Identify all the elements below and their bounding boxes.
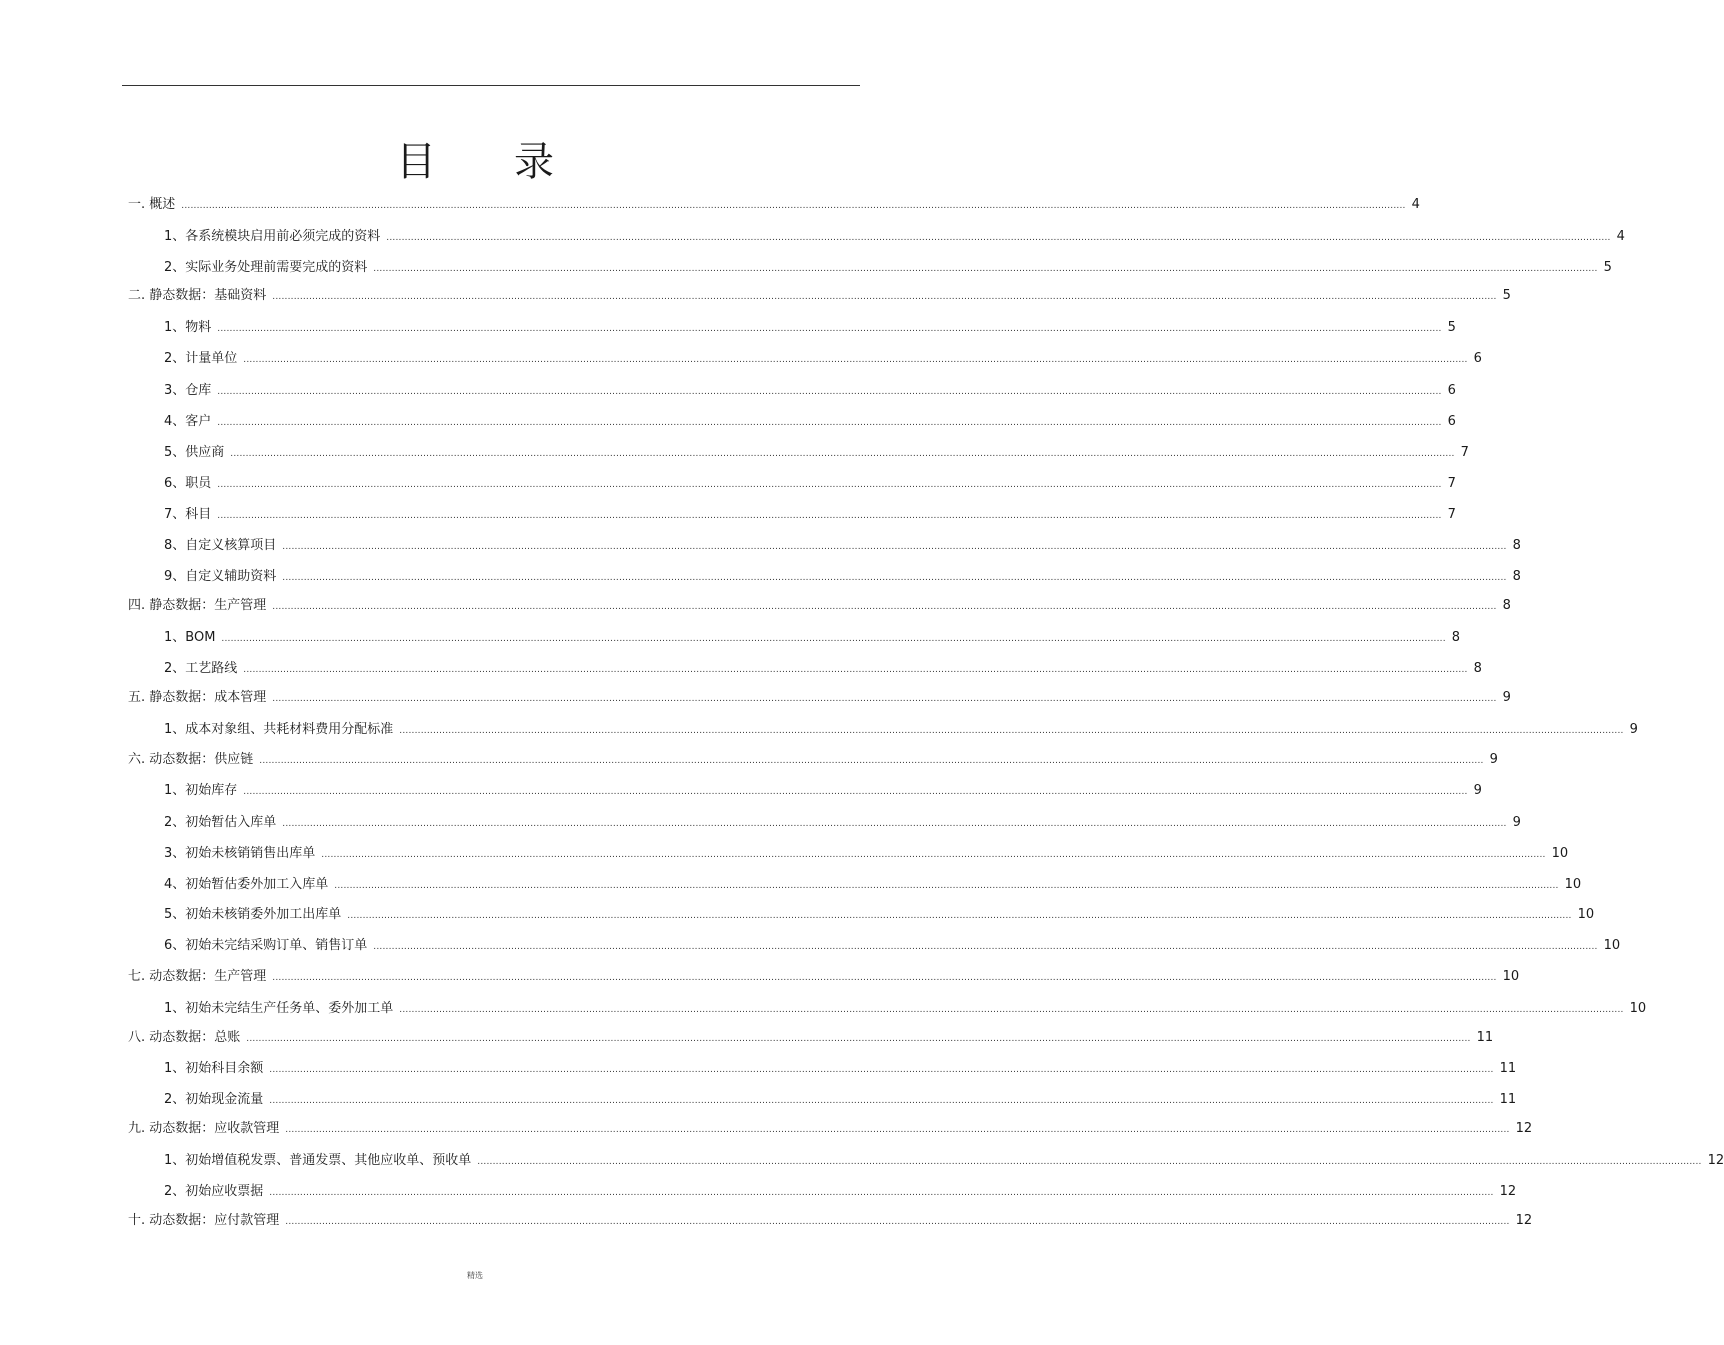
toc-entry[interactable] [164,629,1461,647]
toc-leader-dots: ................................................................................................................................................................................................................................................................................................................................................................................................................ [282,573,1507,583]
toc-leader-dots: ................................................................................................................................................................................................................................................................................................................................................................................................................ [243,665,1468,675]
toc-entry-label: 1、成本对象组、共耗材料费用分配标准 [164,722,394,737]
toc-entry-label: 1、初始库存 [164,783,238,798]
toc-entry-page: 10 [1502,969,1520,984]
toc-leader-dots: ................................................................................................................................................................................................................................................................................................................................................................................................................ [477,1157,1702,1167]
toc-entry-page: 10 [1551,846,1569,861]
toc-entry-page: 12 [1515,1121,1533,1136]
page-title [0,130,950,187]
toc-leader-dots: ................................................................................................................................................................................................................................................................................................................................................................................................................ [259,756,1484,766]
title-char-right: 录 [514,139,554,185]
toc-entry-label: 6、初始未完结采购订单、销售订单 [164,938,368,953]
toc-leader-dots: ................................................................................................................................................................................................................................................................................................................................................................................................................ [285,1217,1510,1227]
toc-entry[interactable] [128,1029,1494,1047]
toc-entry-page: 10 [1577,907,1595,922]
toc-leader-dots: ................................................................................................................................................................................................................................................................................................................................................................................................................ [217,418,1442,428]
title-char-left: 目 [396,139,436,185]
toc-entry-label: 5、初始未核销委外加工出库单 [164,907,342,922]
toc-entry[interactable] [164,319,1456,337]
toc-entry[interactable] [164,475,1456,493]
toc-entry-label: 2、初始暂估入库单 [164,815,277,830]
toc-leader-dots: ................................................................................................................................................................................................................................................................................................................................................................................................................ [217,511,1442,521]
toc-entry-page: 7 [1447,476,1456,491]
toc-entry-label: 二. 静态数据：基础资料 [128,288,267,303]
toc-entry[interactable] [164,906,1595,924]
toc-leader-dots: ................................................................................................................................................................................................................................................................................................................................................................................................................ [272,694,1497,704]
toc-leader-dots: ................................................................................................................................................................................................................................................................................................................................................................................................................ [269,1188,1494,1198]
toc-entry-label: 3、仓库 [164,383,212,398]
toc-entry[interactable] [164,814,1521,832]
toc-entry-page: 9 [1512,815,1521,830]
toc-entry-label: 六. 动态数据：供应链 [128,752,254,767]
toc-leader-dots: ................................................................................................................................................................................................................................................................................................................................................................................................................ [269,1065,1494,1075]
toc-entry[interactable] [128,196,1420,214]
page-footer: 精选 [467,1271,483,1280]
toc-entry-label: 五. 静态数据：成本管理 [128,690,267,705]
toc-entry-label: 7、科目 [164,507,212,522]
toc-leader-dots: ................................................................................................................................................................................................................................................................................................................................................................................................................ [243,787,1468,797]
toc-leader-dots: ................................................................................................................................................................................................................................................................................................................................................................................................................ [347,911,1572,921]
toc-entry-page: 9 [1473,783,1482,798]
toc-leader-dots: ................................................................................................................................................................................................................................................................................................................................................................................................................ [386,233,1611,243]
toc-entry-label: 1、初始未完结生产任务单、委外加工单 [164,1001,394,1016]
toc-entry-label: 1、初始增值税发票、普通发票、其他应收单、预收单 [164,1153,472,1168]
toc-entry[interactable] [128,287,1511,305]
toc-entry-page: 7 [1460,445,1469,460]
toc-entry-page: 8 [1451,630,1461,645]
toc-entry-page: 9 [1502,690,1511,705]
toc-entry-page: 8 [1512,569,1521,584]
toc-leader-dots: ................................................................................................................................................................................................................................................................................................................................................................................................................ [181,201,1406,211]
toc-leader-dots: ................................................................................................................................................................................................................................................................................................................................................................................................................ [217,480,1442,490]
toc-entry[interactable] [128,751,1498,769]
toc-entry-label: 2、初始现金流量 [164,1092,264,1107]
toc-entry-page: 4 [1616,229,1625,244]
toc-entry-label: 2、实际业务处理前需要完成的资料 [164,260,368,275]
toc-entry[interactable] [164,506,1456,524]
toc-entry-page: 10 [1629,1001,1647,1016]
toc-entry-page: 8 [1502,598,1511,613]
toc-leader-dots: ................................................................................................................................................................................................................................................................................................................................................................................................................ [334,881,1559,891]
toc-entry-page: 5 [1502,288,1511,303]
toc-leader-dots: ................................................................................................................................................................................................................................................................................................................................................................................................................ [321,850,1546,860]
toc-entry[interactable] [164,1060,1517,1078]
toc-entry-label: 1、各系统模块启用前必须完成的资料 [164,229,381,244]
toc-entry-page: 8 [1473,661,1482,676]
toc-entry-page: 6 [1473,351,1482,366]
toc-entry-label: 一. 概述 [128,197,176,212]
toc-entry-label: 七. 动态数据：生产管理 [128,969,267,984]
toc-entry-label: 2、工艺路线 [164,661,238,676]
toc-leader-dots: ................................................................................................................................................................................................................................................................................................................................................................................................................ [269,1096,1494,1106]
toc-entry-label: 九. 动态数据：应收款管理 [128,1121,280,1136]
toc-entry-label: 2、初始应收票据 [164,1184,264,1199]
toc-leader-dots: ................................................................................................................................................................................................................................................................................................................................................................................................................ [272,602,1497,612]
toc-entry-page: 7 [1447,507,1456,522]
toc-leader-dots: ................................................................................................................................................................................................................................................................................................................................................................................................................ [282,542,1507,552]
toc-entry[interactable] [128,1120,1533,1138]
toc-entry[interactable] [164,721,1638,739]
toc-entry-label: 1、初始科目余额 [164,1061,264,1076]
toc-entry[interactable] [164,568,1521,586]
toc-entry-label: 八. 动态数据：总账 [128,1030,241,1045]
toc-entry-page: 5 [1603,260,1612,275]
toc-leader-dots: ................................................................................................................................................................................................................................................................................................................................................................................................................ [217,324,1442,334]
toc-entry-page: 9 [1629,722,1638,737]
toc-entry-label: 4、客户 [164,414,212,429]
toc-leader-dots: ................................................................................................................................................................................................................................................................................................................................................................................................................ [285,1125,1510,1135]
toc-entry[interactable] [164,1183,1517,1201]
toc-entry-page: 4 [1411,197,1420,212]
toc-entry[interactable] [164,228,1625,246]
toc-entry-label: 2、计量单位 [164,351,238,366]
toc-entry-page: 10 [1564,877,1582,892]
toc-entry-page: 12 [1707,1153,1724,1168]
toc-leader-dots: ................................................................................................................................................................................................................................................................................................................................................................................................................ [373,942,1598,952]
header-rule [122,85,860,86]
toc-entry-label: 四. 静态数据：生产管理 [128,598,267,613]
toc-entry-page: 11 [1499,1092,1517,1107]
toc-entry[interactable] [164,660,1482,678]
toc-entry-page: 10 [1603,938,1621,953]
toc-entry[interactable] [164,1152,1724,1170]
toc-entry[interactable] [164,350,1482,368]
toc-entry-label: 4、初始暂估委外加工入库单 [164,877,329,892]
toc-leader-dots: ................................................................................................................................................................................................................................................................................................................................................................................................................ [399,726,1624,736]
toc-entry-label: 3、初始未核销销售出库单 [164,846,316,861]
toc-entry-page: 5 [1447,320,1456,335]
toc-entry-page: 12 [1499,1184,1517,1199]
toc-entry-label: 9、自定义辅助资料 [164,569,277,584]
toc-entry[interactable] [164,444,1469,462]
toc-entry[interactable] [128,689,1511,707]
toc-leader-dots: ................................................................................................................................................................................................................................................................................................................................................................................................................ [230,449,1455,459]
toc-entry-page: 6 [1447,383,1456,398]
toc-entry[interactable] [164,382,1456,400]
toc-entry[interactable] [128,1212,1533,1230]
toc-entry[interactable] [164,1000,1647,1018]
toc-entry[interactable] [128,968,1520,986]
toc-entry[interactable] [164,537,1521,555]
toc-leader-dots: ................................................................................................................................................................................................................................................................................................................................................................................................................ [246,1034,1471,1044]
toc-entry[interactable] [164,1091,1517,1109]
toc-entry-page: 12 [1515,1213,1533,1228]
toc-entry[interactable] [164,782,1482,800]
toc-entry-label: 十. 动态数据：应付款管理 [128,1213,280,1228]
toc-entry[interactable] [164,937,1621,955]
toc-entry-page: 8 [1512,538,1521,553]
toc-entry-label: 6、职员 [164,476,212,491]
toc-leader-dots: ................................................................................................................................................................................................................................................................................................................................................................................................................ [399,1005,1624,1015]
toc-entry-label: 8、自定义核算项目 [164,538,277,553]
toc-entry[interactable] [164,259,1612,277]
toc-entry[interactable] [164,413,1456,431]
toc-leader-dots: ................................................................................................................................................................................................................................................................................................................................................................................................................ [217,387,1442,397]
toc-entry-page: 6 [1447,414,1456,429]
toc-leader-dots: ................................................................................................................................................................................................................................................................................................................................................................................................................ [272,292,1497,302]
toc-entry-page: 11 [1476,1030,1494,1045]
toc-entry-page: 9 [1489,752,1498,767]
toc-entry-label: 1、物料 [164,320,212,335]
toc-entry[interactable] [164,876,1582,894]
toc-entry-page: 11 [1499,1061,1517,1076]
toc-entry[interactable] [164,845,1569,863]
toc-entry[interactable] [128,597,1511,615]
toc-entry-label: 1、BOM [164,630,216,645]
toc-entry-label: 5、供应商 [164,445,225,460]
toc-leader-dots: ................................................................................................................................................................................................................................................................................................................................................................................................................ [243,355,1468,365]
toc-leader-dots: ................................................................................................................................................................................................................................................................................................................................................................................................................ [272,973,1497,983]
toc-leader-dots: ................................................................................................................................................................................................................................................................................................................................................................................................................ [373,264,1598,274]
toc-leader-dots: ................................................................................................................................................................................................................................................................................................................................................................................................................ [282,819,1507,829]
toc-leader-dots: ................................................................................................................................................................................................................................................................................................................................................................................................................ [221,634,1446,644]
